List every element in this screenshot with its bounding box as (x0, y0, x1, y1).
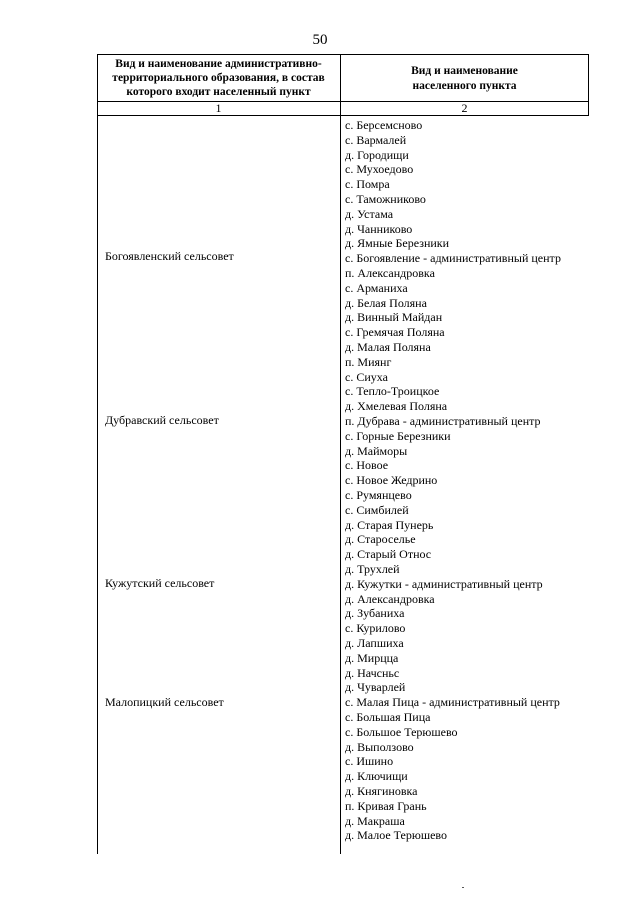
settlement-item: д. Городищи (345, 147, 409, 162)
settlement-item: с. Тепло-Троицкое (345, 384, 440, 399)
admin-unit-name: Дубравский сельсовет (105, 413, 219, 427)
settlement-item: д. Старый Относ (345, 547, 432, 562)
settlement-item: д. Лапшиха (345, 636, 404, 650)
settlement-item: д. Ямные Березники (345, 236, 450, 251)
settlement-item: с. Помра (345, 177, 390, 192)
table-border-left (97, 54, 98, 854)
settlement-item: с. Большая Пица (345, 710, 431, 724)
settlement-item: д. Княгиновка (345, 784, 418, 798)
settlement-item: д. Хмелевая Поляна (345, 399, 448, 414)
settlement-item: д. Выползово (345, 739, 414, 754)
settlement-item: с. Румянцево (345, 488, 412, 502)
admin-unit-name: Малопицкий сельсовет (105, 695, 224, 709)
settlement-item: д. Александровка (345, 591, 435, 606)
settlement-item: д. Устама (345, 206, 394, 221)
settlement-item: с. Гремячая Поляна (345, 325, 445, 340)
settlement-item: д. Начсньс (345, 665, 400, 680)
column-number-1: 1 (215, 101, 222, 115)
settlement-item: с. Мухоедово (345, 162, 414, 177)
settlement-item: д. Староселье (345, 532, 416, 547)
settlement-item: д. Ключищи (345, 769, 408, 784)
settlement-item: д. Макраша (345, 813, 405, 828)
settlement-item: д. Чанниково (345, 221, 413, 236)
settlement-item: д. Старая Пунерь (345, 517, 434, 532)
settlement-item: д. Трухлей (345, 562, 400, 576)
settlement-item: с. Новое Жедрино (345, 473, 438, 488)
settlement-item: с. Малая Пица - административный центр (345, 695, 560, 710)
settlement-item: д. Зубаниха (345, 606, 405, 621)
scan-speck (462, 887, 464, 888)
table-border-right (588, 54, 589, 116)
column-number-divider (97, 115, 589, 116)
settlement-item: д. Майморы (345, 443, 408, 458)
settlement-item: с. Горные Березники (345, 428, 451, 443)
settlement-item: с. Ишино (345, 754, 394, 769)
settlement-item: с. Симбилей (345, 502, 409, 517)
column-divider (340, 54, 341, 854)
header-line: населенного пункта (412, 80, 517, 92)
settlements-table (97, 54, 589, 854)
settlement-item: д. Кужутки - административный центр (345, 576, 543, 591)
column-number-2: 2 (461, 101, 468, 115)
settlement-item: п. Александровка (345, 266, 435, 280)
page-number: 50 (312, 32, 328, 48)
settlement-item: п. Миянг (345, 354, 392, 369)
settlement-item: с. Большое Терюшево (345, 724, 458, 739)
settlement-item: с. Таможниково (345, 192, 426, 206)
settlement-item: д. Чуварлей (345, 680, 406, 695)
settlement-item: д. Винный Майдан (345, 310, 443, 325)
settlement-item: с. Новое (345, 458, 389, 473)
settlement-item: п. Дубрава - административный центр (345, 414, 541, 428)
settlement-item: с. Курилово (345, 621, 406, 636)
header-line: которого входит населенный пункт (126, 86, 311, 98)
admin-unit-name: Кужутский сельсовет (105, 576, 215, 590)
settlement-item: п. Кривая Грань (345, 798, 427, 813)
settlement-item: д. Малое Терюшево (345, 828, 447, 843)
table-border-top (97, 54, 589, 55)
header-line: Вид и наименование административно- (115, 58, 322, 70)
column-header-admin-unit (97, 57, 340, 99)
settlement-item: с. Берсемсново (345, 118, 423, 132)
admin-unit-name: Богоявленский сельсовет (105, 249, 234, 263)
header-line: Вид и наименование (411, 65, 518, 77)
settlement-item: с. Богоявление - административный центр (345, 251, 561, 266)
settlement-item: д. Белая Поляна (345, 295, 427, 310)
settlement-item: с. Арманиха (345, 280, 408, 295)
settlement-item: д. Мирцца (345, 650, 399, 665)
settlement-item: с. Вармалей (345, 132, 407, 147)
settlement-item: д. Малая Поляна (345, 340, 431, 354)
header-line: территориального образования, в состав (112, 72, 325, 84)
column-header-settlement (341, 64, 588, 94)
settlement-item: с. Сиуха (345, 369, 388, 384)
